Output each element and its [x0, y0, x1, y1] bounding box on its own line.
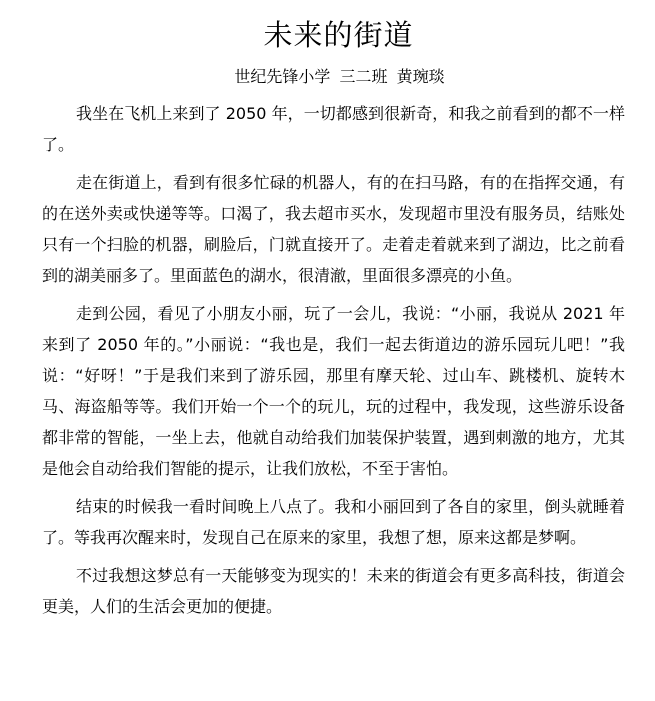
paragraph-2: 走在街道上，看到有很多忙碌的机器人，有的在扫马路，有的在指挥交通，有的在送外卖或快递等等。口渴了，我去超市买水，发现超市里没有服务员，结账处只有一个扫脸的机器，刷脸后，门就直接开了。走着走着就来到了湖边，比之前看到的湖美丽多了。里面蓝色的湖水，很清澈，里面很多漂亮的小鱼。	[42, 173, 625, 285]
paragraph-1: 我坐在飞机上来到了 2050 年，一切都感到很新奇，和我之前看到的都不一样了。	[42, 104, 625, 154]
paragraph-4: 结束的时候我一看时间晚上八点了。我和小丽回到了各自的家里，倒头就睡着了。等我再次醒来时，发现自己在原来的家里，我想了想，原来这都是梦啊。	[42, 497, 625, 547]
essay-body	[42, 98, 625, 622]
paragraph-5: 不过我想这梦总有一天能够变为现实的！未来的街道会有更多高科技，街道会更美，人们的生活会更加的便捷。	[42, 566, 625, 616]
document-title: 未来的街道	[263, 18, 414, 52]
paragraph-3: 走到公园，看见了小朋友小丽，玩了一会儿，我说：“小丽，我说从 2021 年来到了 2050 年的。”小丽说：“我也是，我们一起去街道边的游乐园玩儿吧！”我说：“好呀！”于是我们来到了游乐园，那里有摩天轮、过山车、跳楼机、旋转木马、海盗船等等。我们开始一个一个的玩儿，玩的过程中，我发现，这些游乐设备都非常的智能，一坐上去，他就自动给我们加装保护装置，遇到刺激的地方，尤其是他会自动给我们智能的提示，让我们放松，不至于害怕。	[42, 304, 625, 478]
author-byline: 世纪先锋小学 三二班 黄琬琰	[234, 67, 445, 86]
